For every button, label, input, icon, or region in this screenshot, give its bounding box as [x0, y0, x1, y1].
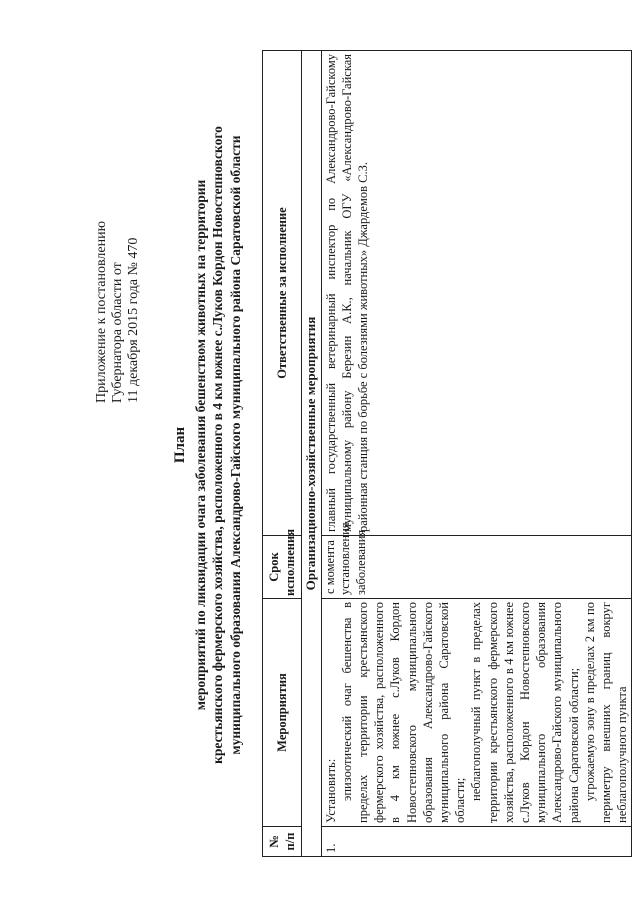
- activity-paragraph-3: угрожаемую зону в пределах 2 км по периметру внешних границ вокруг неблагополучного пункта: [582, 602, 630, 823]
- title-word: План: [172, 426, 188, 464]
- row-term: с момента установления заболевания: [321, 536, 632, 599]
- appendix-note: [94, 221, 142, 403]
- title-line-1: мероприятий по ликвидации очага заболевания бешенством животных на территории: [192, 179, 208, 711]
- row-responsible: главный государственный ветеринарный инспектор по Александрово-Гайскому муниципальному району Березин А.К., начальник ОГУ «Александрово-Гайская районная станция по борьбе с болезнями животных» Джардемов С.З.: [321, 51, 632, 536]
- header-term: Срок исполнения: [263, 536, 302, 599]
- header-activity: Мероприятия: [263, 599, 302, 827]
- header-responsible: Ответственные за исполнение: [263, 51, 302, 536]
- appendix-line-3: 11 декабря 2015 года № 470: [126, 237, 141, 403]
- document-title: [172, 45, 244, 845]
- title-line-2: крестьянского фермерского хозяйства, расположенного в 4 км южнее с.Луков Кордон Новостепновского: [210, 126, 225, 764]
- header-number: № п/п: [263, 827, 302, 857]
- section-title: Организационно-хозяйственные мероприятия: [302, 51, 321, 857]
- activity-paragraph-1: эпизоотический очаг бешенства в пределах территории крестьянского фермерского хозяйства, расположенного в 4 км южнее с.Луков Кордон Новостепновского муниципального образования Александрово-Гайского муниципального района Саратовской области;: [339, 602, 468, 823]
- title-line-3: муниципального образования Александрово-Гайского муниципального района Саратовской области: [227, 135, 243, 755]
- activity-paragraph-2: неблагополучный пункт в пределах территории крестьянского фермерского хозяйства, расположенного в 4 км южнее с.Луков Кордон Новостепновского муниципального образования Александрово-Гайского муниципального района Саратовской области;: [469, 602, 581, 823]
- plan-table: [262, 50, 632, 857]
- appendix-line-2: Губернатора области от: [110, 262, 125, 403]
- table-row: [321, 51, 632, 857]
- row-activity: [321, 599, 632, 827]
- section-row: [302, 51, 321, 857]
- row-number: 1.: [321, 827, 632, 857]
- appendix-line-1: Приложение к постановлению: [94, 220, 109, 403]
- activity-intro: Установить:: [323, 758, 338, 823]
- table-header-row: [263, 51, 302, 857]
